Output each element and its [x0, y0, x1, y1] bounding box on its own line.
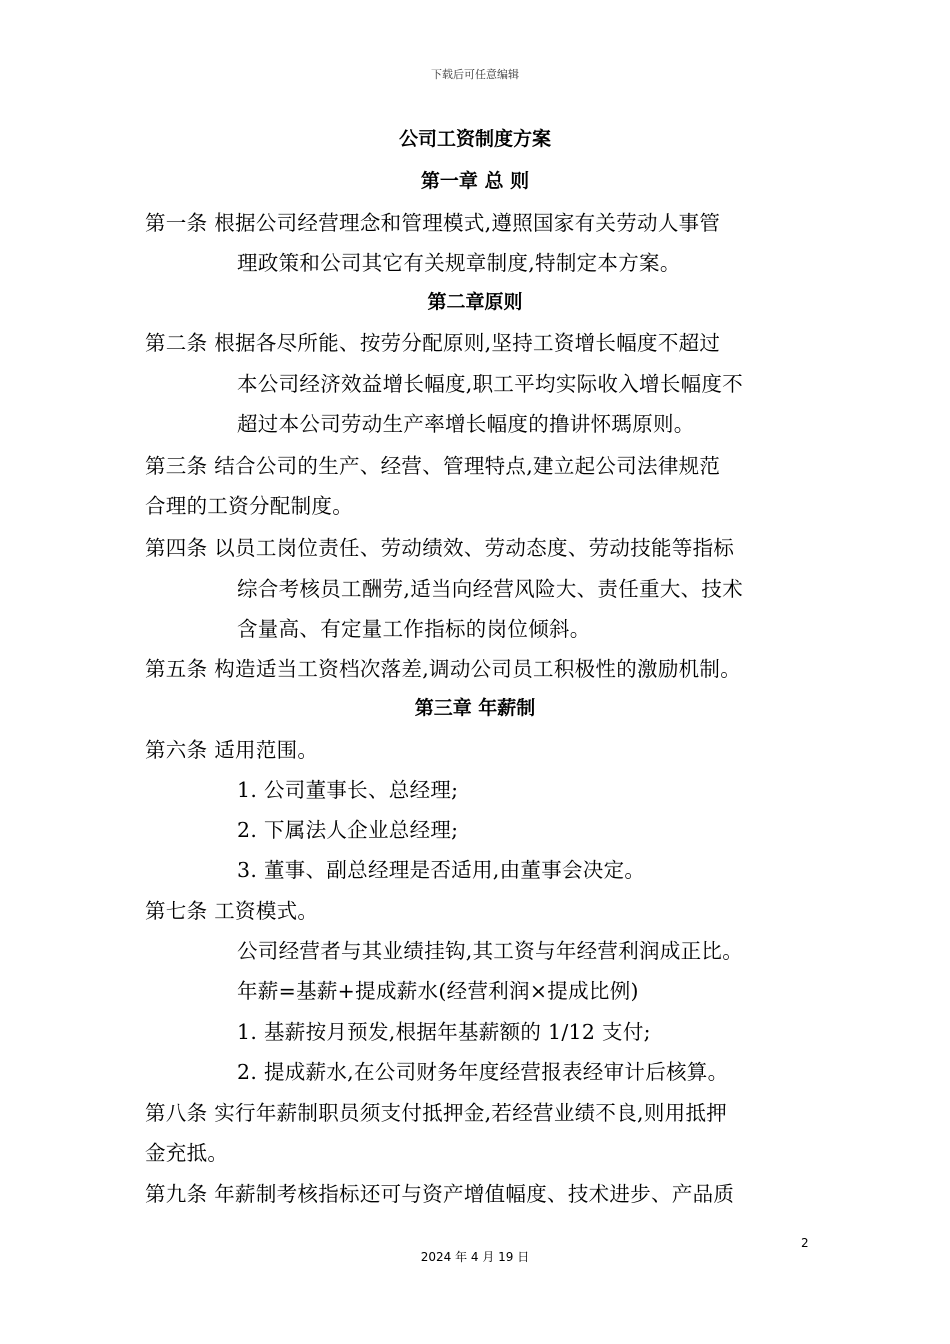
article-line: 含量高、有定量工作指标的岗位倾斜。	[237, 617, 591, 641]
article-line: 合理的工资分配制度。	[145, 494, 353, 518]
article-line: 第二条 根据各尽所能、按劳分配原则,坚持工资增长幅度不超过	[145, 331, 721, 355]
formula-line: 年薪=基薪+提成薪水(经营利润×提成比例)	[237, 979, 639, 1003]
list-item: 1. 公司董事长、总经理;	[237, 778, 459, 802]
article-line: 第九条 年薪制考核指标还可与资产增值幅度、技术进步、产品质	[145, 1182, 735, 1206]
article-line: 公司经营者与其业绩挂钩,其工资与年经营利润成正比。	[237, 939, 744, 963]
article-line: 第六条 适用范围。	[145, 738, 319, 762]
chapter-heading-1: 第一章 总 则	[420, 170, 530, 192]
article-line: 本公司经济效益增长幅度,职工平均实际收入增长幅度不	[237, 372, 744, 396]
article-line: 第四条 以员工岗位责任、劳动绩效、劳动态度、劳动技能等指标	[145, 536, 735, 560]
article-line: 理政策和公司其它有关规章制度,特制定本方案。	[237, 251, 681, 275]
article-line: 第八条 实行年薪制职员须支付抵押金,若经营业绩不良,则用抵押	[145, 1101, 728, 1125]
article-line: 第五条 构造适当工资档次落差,调动公司员工积极性的激励机制。	[145, 657, 742, 681]
chapter-heading-2: 第二章原则	[427, 291, 523, 313]
list-item: 1. 基薪按月预发,根据年基薪额的 1/12 支付;	[237, 1020, 651, 1044]
article-line: 超过本公司劳动生产率增长幅度的撸讲怀瑪原则。	[237, 412, 695, 436]
article-line: 金充抵。	[145, 1141, 229, 1165]
list-item: 2. 提成薪水,在公司财务年度经营报表经审计后核算。	[237, 1060, 729, 1084]
list-item: 2. 下属法人企业总经理;	[237, 818, 459, 842]
article-line: 第三条 结合公司的生产、经营、管理特点,建立起公司法律规范	[145, 454, 721, 478]
article-line: 综合考核员工酬劳,适当向经营风险大、责任重大、技术	[237, 577, 744, 601]
article-line: 第一条 根据公司经营理念和管理模式,遵照国家有关劳动人事管	[145, 211, 721, 235]
article-line: 第七条 工资模式。	[145, 899, 319, 923]
page-header: 下载后可任意编辑	[431, 68, 519, 81]
document-title: 公司工资制度方案	[398, 128, 551, 150]
page-number: 2	[801, 1236, 809, 1250]
list-item: 3. 董事、副总经理是否适用,由董事会决定。	[237, 858, 646, 882]
chapter-heading-3: 第三章 年薪制	[414, 697, 536, 719]
footer-date: 2024 年 4 月 19 日	[420, 1250, 530, 1264]
